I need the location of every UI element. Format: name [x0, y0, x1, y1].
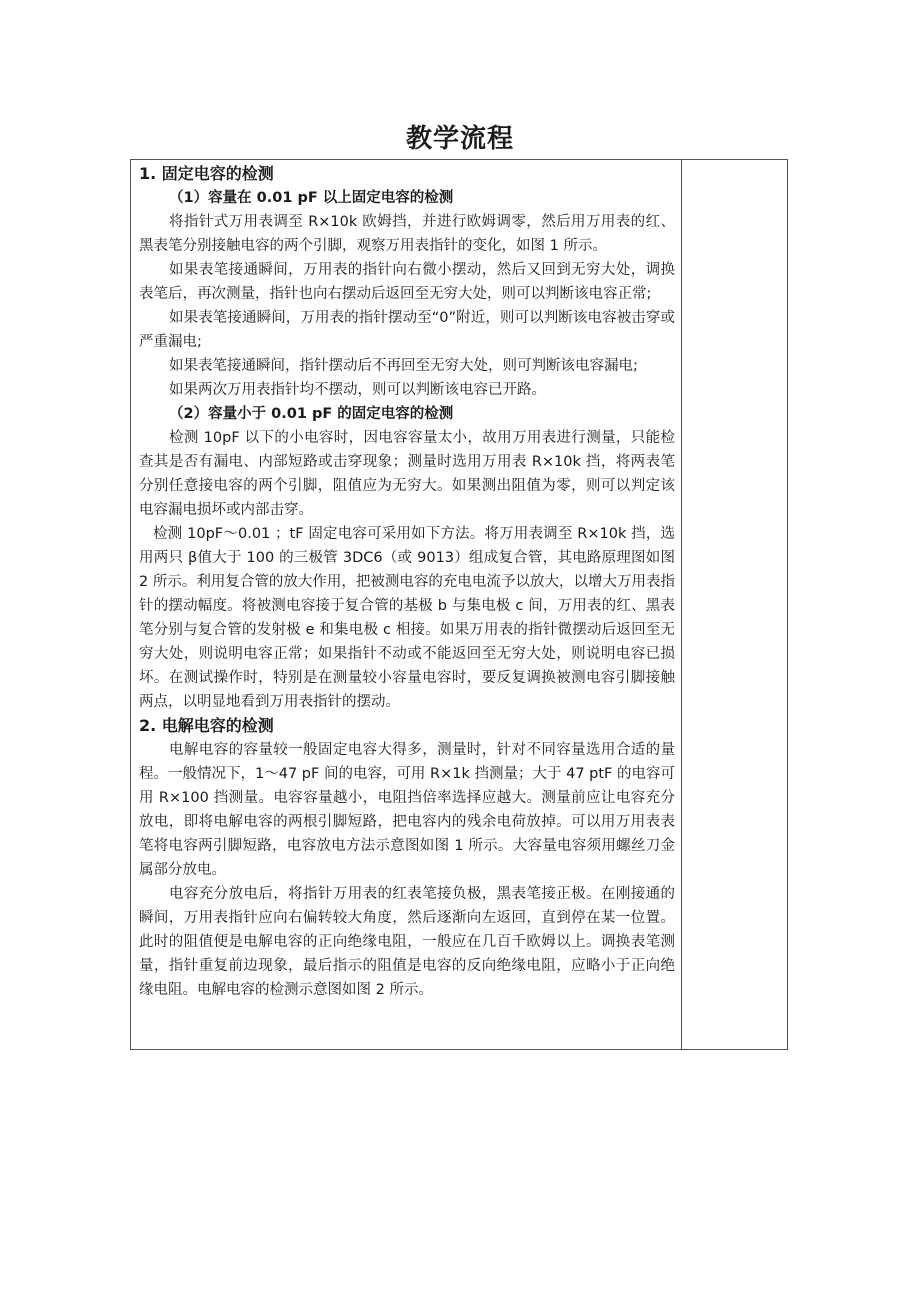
paragraph: 如果表笔接通瞬间，万用表的指针摆动至“0”附近，则可以判断该电容被击穿或严重漏电; [139, 310, 675, 350]
paragraph: 如果表笔接通瞬间，指针摆动后不再回至无穷大处，则可判断该电容漏电; [169, 358, 638, 374]
section1-sub2-heading: （2）容量小于 0.01 pF 的固定电容的检测 [169, 406, 454, 422]
paragraph: 检测 10pF～0.01 ；tF 固定电容可采用如下方法。将万用表调至 R×10k 挡，选用两只 β值大于 100 的三极管 3DC6（或 9013）组成复合管，其电路原理图如图 2 所示。利用复合管的放大作用，把被测电容的充电电流予以放大，以增大万用表指针的摆动幅度。将被测电容接于复合管的基极 b 与集电极 c 间，万用表的红、黑表笔分别与复合管的发射极 e 和集电极 c 相接。如果万用表的指针微摆动后返回至无穷大处，则说明电容正常；如果指针不动或不能返回至无穷大处，则说明电容已损坏。在测试操作时，特别是在测量较小容量电容时，要反复调换被测电容引脚接触两点，以明显地看到万用表指针的摆动。 [139, 526, 675, 710]
content-table [130, 159, 788, 1050]
paragraph: 将指针式万用表调至 R×10k 欧姆挡，并进行欧姆调零，然后用万用表的红、黑表笔分别接触电容的两个引脚，观察万用表指针的变化，如图 1 所示。 [139, 214, 675, 254]
paragraph: 电容充分放电后，将指针万用表的红表笔接负极，黑表笔接正极。在刚接通的瞬间，万用表指针应向右偏转较大角度，然后逐渐向左返回，直到停在某一位置。此时的阻值便是电解电容的正向绝缘电阻，一般应在几百千欧姆以上。调换表笔测量，指针重复前边现象，最后指示的阻值是电容的反向绝缘电阻，应略小于正向绝缘电阻。电解电容的检测示意图如图 2 所示。 [139, 886, 675, 998]
section1-sub1-heading: （1）容量在 0.01 pF 以上固定电容的检测 [169, 190, 454, 206]
main-cell [139, 162, 675, 1002]
paragraph: 电解电容的容量较一般固定电容大得多，测量时，针对不同容量选用合适的量程。一般情况下，1～47 pF 间的电容，可用 R×1k 挡测量；大于 47 ptF 的电容可用 R×100 挡测量。电容容量越小，电阻挡倍率选择应越大。测量前应让电容充分放电，即将电解电容的两根引脚短路，把电容内的残余电荷放掉。可以用万用表表笔将电容两引脚短路，电容放电方法示意图如图 1 所示。大容量电容须用螺丝刀金属部分放电。 [139, 742, 676, 878]
paragraph: 如果表笔接通瞬间，万用表的指针向右微小摆动，然后又回到无穷大处，调换表笔后，再次测量，指针也向右摆动后返回至无穷大处，则可以判断该电容正常; [139, 262, 675, 302]
section1-heading: 1. 固定电容的检测 [139, 164, 274, 183]
page-title: 教学流程 [405, 124, 514, 154]
section2-heading: 2. 电解电容的检测 [139, 716, 274, 735]
side-cell [682, 160, 787, 1049]
paragraph: 检测 10pF 以下的小电容时，因电容容量太小，故用万用表进行测量，只能检查其是否有漏电、内部短路或击穿现象；测量时选用万用表 R×10k 挡，将两表笔分别任意接电容的两个引脚，阻值应为无穷大。如果测出阻值为零，则可以判定该电容漏电损坏或内部击穿。 [139, 430, 675, 518]
paragraph: 如果两次万用表指针均不摆动，则可以判断该电容已开路。 [169, 382, 546, 398]
